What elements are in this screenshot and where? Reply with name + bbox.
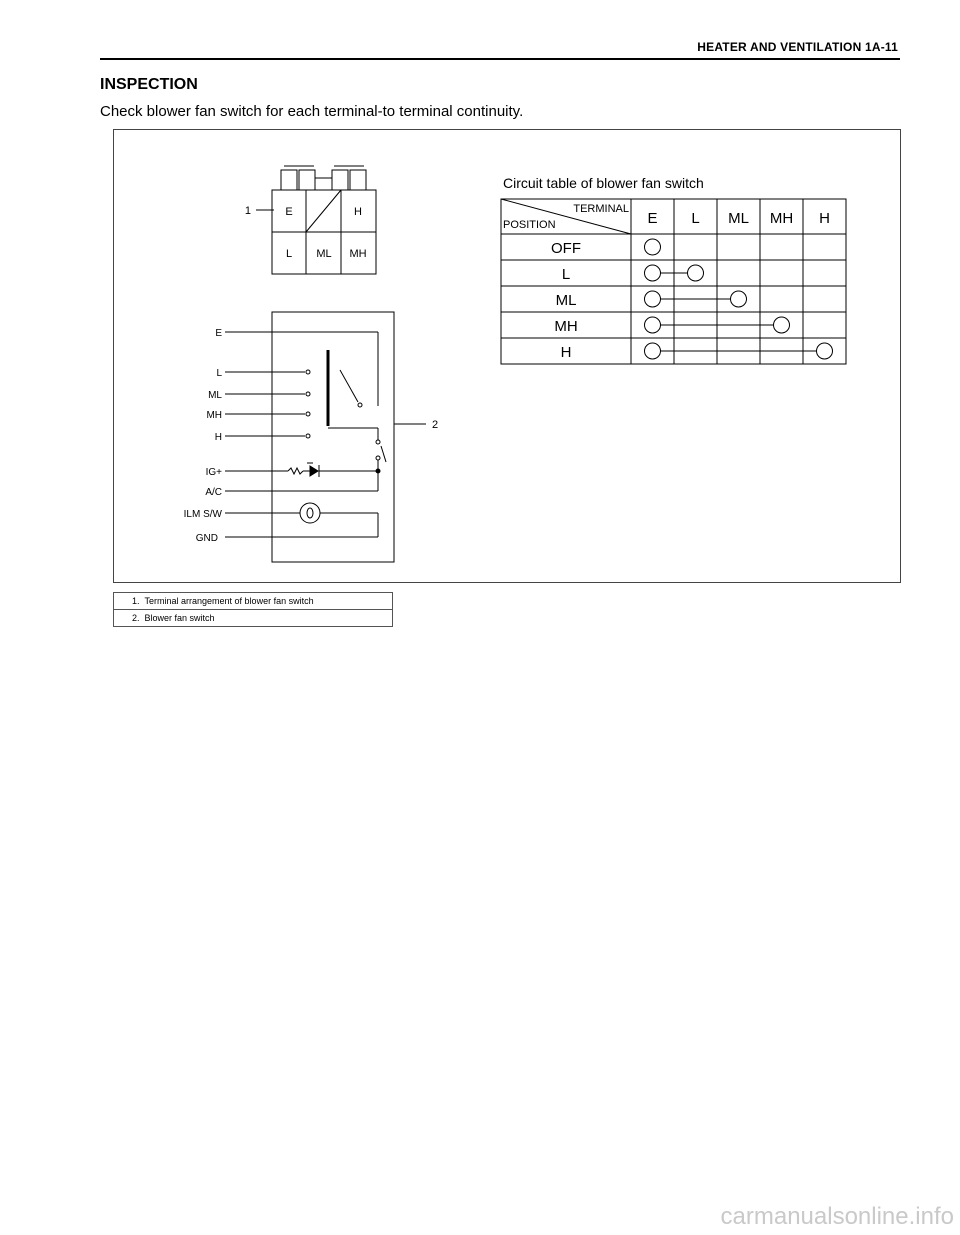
- schematic-label-ac: A/C: [205, 487, 222, 498]
- schematic-label-h: H: [214, 432, 222, 443]
- schematic-label-gnd: GND: [195, 533, 218, 544]
- row-label-mh: MH: [554, 318, 578, 335]
- legend-item-1: 1. Terminal arrangement of blower fan switch: [114, 593, 393, 610]
- terminal-circle: [774, 317, 790, 333]
- row-label-h: H: [560, 344, 572, 361]
- terminal-circle: [645, 265, 661, 281]
- legend-row: [114, 610, 393, 627]
- connector-label-ml: ML: [316, 248, 332, 260]
- section-title: INSPECTION: [100, 76, 198, 93]
- connector-label-e: E: [285, 206, 293, 218]
- terminal-circle: [645, 239, 661, 255]
- callout-1: 1: [244, 205, 251, 217]
- corner-label-position: POSITION: [503, 219, 556, 231]
- column-header-h: H: [819, 210, 830, 227]
- schematic-label-e: E: [215, 328, 222, 339]
- terminal-circle: [645, 291, 661, 307]
- column-header-l: L: [691, 210, 700, 227]
- row-label-l: L: [561, 266, 571, 283]
- switch-body: [272, 312, 394, 562]
- terminal-circle: [817, 343, 833, 359]
- circuit-table-title: Circuit table of blower fan switch: [503, 175, 704, 191]
- watermark: carmanualsonline.info: [720, 1203, 954, 1230]
- schematic-label-mh: MH: [206, 410, 222, 421]
- connector-label-h: H: [354, 206, 362, 218]
- column-header-e: E: [647, 210, 658, 227]
- connector-label-mh: MH: [349, 248, 367, 260]
- legend-item-2: 2. Blower fan switch: [114, 610, 393, 627]
- figure-diagram: [0, 0, 960, 600]
- terminal-circle: [645, 343, 661, 359]
- legend-row: [114, 593, 393, 610]
- terminal-circle: [645, 317, 661, 333]
- schematic-label-ilm: ILM S/W: [183, 509, 222, 520]
- page-header-title: HEATER AND VENTILATION 1A-11: [697, 40, 898, 54]
- intro-text: Check blower fan switch for each terminal-to terminal continuity.: [100, 103, 524, 120]
- circuit-table: [501, 199, 846, 364]
- connector-label-l: L: [285, 248, 293, 260]
- schematic-label-l: L: [216, 368, 222, 379]
- row-label-ml: ML: [555, 292, 577, 309]
- corner-label-terminal: TERMINAL: [573, 203, 629, 215]
- legend-table: [113, 592, 393, 627]
- terminal-circle: [731, 291, 747, 307]
- schematic-label-ml: ML: [208, 390, 222, 401]
- column-header-mh: MH: [769, 210, 794, 227]
- row-label-off: OFF: [551, 240, 581, 257]
- callout-2: 2: [432, 419, 439, 431]
- schematic-label-ig: IG+: [205, 467, 222, 478]
- terminal-circle: [688, 265, 704, 281]
- column-header-ml: ML: [728, 210, 749, 227]
